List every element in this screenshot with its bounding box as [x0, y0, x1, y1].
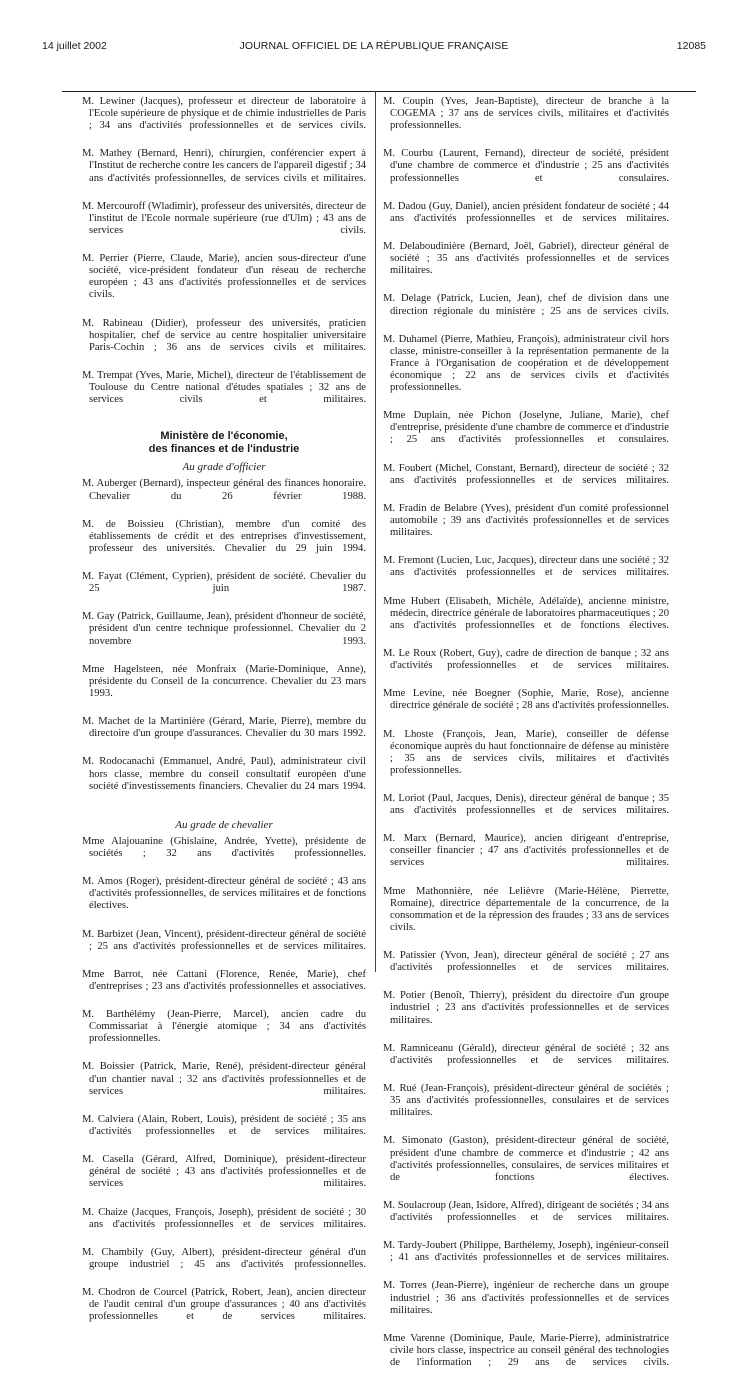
entry-paragraph: M. Soulacroup (Jean, Isidore, Alfred), dirigeant de sociétés ; 34 ans d'activités professionnelles et de services militaires. [383, 1199, 669, 1223]
ministry-heading [82, 430, 366, 456]
entry-paragraph: M. Duhamel (Pierre, Mathieu, François), administrateur civil hors classe, ministre-conseiller à la représentation permanente de la France à l'Organisation de coopération et de développement économique ; 22 ans de services civils et d'activités professionnelles. [383, 333, 669, 394]
entry-paragraph: Mme Duplain, née Pichon (Joselyne, Juliane, Marie), chef d'entreprise, présidente d'une chambre de commerce et d'industrie ; 25 ans d'activités professionnelles et consulaires. [383, 410, 669, 446]
journal-title: JOURNAL OFFICIEL DE LA RÉPUBLIQUE FRANÇAISE [239, 40, 509, 52]
entry-paragraph: Mme Levine, née Boegner (Sophie, Marie, Rose), ancienne directrice générale de société ; 28 ans d'activités professionnelles. [383, 688, 669, 712]
entry-paragraph: M. Dadou (Guy, Daniel), ancien président fondateur de société ; 44 ans d'activités professionnelles et de services militaires. [383, 200, 669, 224]
entries-officier [82, 478, 366, 804]
entry-paragraph: M. Gay (Patrick, Guillaume, Jean), président d'honneur de société, président d'un centre technique professionnel. Chevalier du 2 novembre 1993. [82, 611, 366, 647]
column-divider [375, 91, 376, 972]
entry-paragraph: M. Chaize (Jacques, François, Joseph), président de société ; 30 ans d'activités professionnelles et de services militaires. [82, 1206, 366, 1230]
entry-paragraph: M. Casella (Gérard, Alfred, Dominique), président-directeur général de société ; 43 ans d'activités professionnelles et de services militaires. [82, 1154, 366, 1190]
entry-paragraph: M. Delage (Patrick, Lucien, Jean), chef de division dans une direction régionale du ministère ; 25 ans de services civils. [383, 293, 669, 317]
entry-paragraph: M. Rabineau (Didier), professeur des universités, praticien hospitalier, chef de service au centre hospitalier universitaire Paris-Cochin ; 36 ans de services civils et militaires. [82, 317, 366, 353]
entry-paragraph: M. Fayat (Clément, Cyprien), président de société. Chevalier du 25 juin 1987. [82, 571, 366, 595]
entry-paragraph: M. Fremont (Lucien, Luc, Jacques), directeur dans une société ; 32 ans d'activités professionnelles et de services militaires. [383, 555, 669, 579]
entry-paragraph: M. Courbu (Laurent, Fernand), directeur de société, président d'une chambre de commerce et d'industrie ; 25 ans d'activités professionnelles et consulaires. [383, 148, 669, 184]
entry-paragraph: M. Machet de la Martinière (Gérard, Marie, Pierre), membre du directoire d'un groupe d'assurances. Chevalier du 30 mars 1992. [82, 716, 366, 740]
ministry-heading-line-2: des finances et de l'industrie [148, 443, 300, 456]
header-date: 14 juillet 2002 [42, 40, 107, 52]
entry-paragraph: M. Rué (Jean-François), président-directeur général de sociétés ; 35 ans d'activités professionnelles, consulaires et de services militaires. [383, 1083, 669, 1119]
entry-paragraph: M. Ramniceanu (Gérald), directeur général de société ; 32 ans d'activités professionnelles et de services militaires. [383, 1042, 669, 1066]
grade-officier-heading: Au grade d'officier [182, 461, 266, 474]
entry-paragraph: Mme Hagelsteen, née Monfraix (Marie-Dominique, Anne), présidente du Conseil de la concurrence. Chevalier du 23 mars 1993. [82, 663, 366, 699]
ministry-heading-line-1: Ministère de l'économie, [160, 430, 288, 443]
entry-paragraph: M. Rodocanachi (Emmanuel, André, Paul), administrateur civil hors classe, membre du conseil consultatif européen d'une société d'investissements financiers. Chevalier du 24 mars 1994. [82, 756, 366, 792]
entry-paragraph: M. Simonato (Gaston), président-directeur général de société, président d'une chambre de commerce et d'industrie ; 42 ans d'activités professionnelles, consulaires, de services militaires et de fonctions électives. [383, 1135, 669, 1183]
entry-paragraph: M. Patissier (Yvon, Jean), directeur général de société ; 27 ans d'activités professionnelles et de services militaires. [383, 950, 669, 974]
grade-chevalier-heading: Au grade de chevalier [175, 818, 273, 831]
entries-right [383, 96, 669, 1381]
entry-paragraph: M. Loriot (Paul, Jacques, Denis), directeur général de banque ; 35 ans d'activités professionnelles et de services militaires. [383, 792, 669, 817]
header-rule [62, 91, 696, 92]
entry-paragraph: M. Torres (Jean-Pierre), ingénieur de recherche dans un groupe industriel ; 36 ans d'activités professionnelles et de services militaires. [383, 1280, 669, 1316]
entry-paragraph: M. Delaboudinière (Bernard, Joël, Gabriel), directeur général de société ; 35 ans d'activités professionnelles et de services militaires. [383, 241, 669, 277]
entry-paragraph: M. Fradin de Belabre (Yves), président d'un comité professionnel automobile ; 39 ans d'activités professionnelles et de services militaires. [383, 502, 669, 539]
entry-paragraph: M. Trempat (Yves, Marie, Michel), directeur de l'établissement de Toulouse du Centre national d'études spatiales ; 32 ans de services civils et militaires. [82, 369, 366, 406]
entry-paragraph: Mme Hubert (Elisabeth, Michèle, Adélaïde), ancienne ministre, médecin, directrice générale de laboratoires pharmaceutiques ; 20 ans d'activités professionnelles et de fonctions électives. [383, 595, 669, 631]
entry-paragraph: M. Foubert (Michel, Constant, Bernard), directeur de société ; 32 ans d'activités professionnelles et de services militaires. [383, 462, 669, 486]
entry-paragraph: M. Chambily (Guy, Albert), président-directeur général d'un groupe industriel ; 45 ans d'activités professionnelles. [82, 1246, 366, 1270]
left-column [82, 96, 366, 1339]
entry-paragraph: Mme Alajouanine (Ghislaine, Andrée, Yvette), présidente de sociétés ; 32 ans d'activités professionnelles. [82, 835, 366, 859]
entry-paragraph: M. Barthélémy (Jean-Pierre, Marcel), ancien cadre du Commissariat à l'énergie atomique ; 34 ans d'activités professionnelles. [82, 1009, 366, 1045]
page-number: 12085 [676, 40, 706, 52]
entry-paragraph: M. Perrier (Pierre, Claude, Marie), ancien sous-directeur d'une société, vice-président fondateur d'un réseau de recherche européen ; 43 ans d'activités professionnelles et de services civils. [82, 253, 366, 301]
entry-paragraph: M. Boissier (Patrick, Marie, René), président-directeur général d'un chantier naval ; 32 ans d'activités professionnelles et de services militaires. [82, 1061, 366, 1097]
entry-paragraph: Mme Varenne (Dominique, Paule, Marie-Pierre), administratrice civile hors classe, inspectrice au conseil général des technologies de l'information ; 29 ans de services civils. [383, 1332, 669, 1368]
entry-paragraph: M. Lewiner (Jacques), professeur et directeur de laboratoire à l'Ecole supérieure de physique et de chimie industrielles de Paris ; 34 ans d'activités professionnelles et de services civils. [82, 96, 366, 132]
entry-paragraph: M. Coupin (Yves, Jean-Baptiste), directeur de branche à la COGEMA ; 37 ans de services civils, militaires et d'activités professionnelles. [383, 96, 669, 132]
entry-paragraph: Mme Barrot, née Cattani (Florence, Renée, Marie), chef d'entreprises ; 23 ans d'activités professionnelles et associatives. [82, 968, 366, 992]
entry-paragraph: M. Calviera (Alain, Robert, Louis), président de société ; 35 ans d'activités professionnelles et de services militaires. [82, 1113, 366, 1137]
entry-paragraph: M. de Boissieu (Christian), membre d'un comité des établissements de crédit et des entreprises d'investissement, professeur des universités. Chevalier du 29 juin 1994. [82, 518, 366, 554]
entry-paragraph: M. Lhoste (François, Jean, Marie), conseiller de défense économique auprès du haut fonctionnaire de défense au ministère ; 35 ans de services civils, militaires et d'activités professionnelles. [383, 728, 669, 776]
entry-paragraph: M. Marx (Bernard, Maurice), ancien dirigeant d'entreprise, conseiller financier ; 47 ans d'activités professionnelles et de services militaires. [383, 833, 669, 869]
entry-paragraph: M. Barbizet (Jean, Vincent), président-directeur général de société ; 25 ans d'activités professionnelles et de services militaires. [82, 928, 366, 952]
entry-paragraph: M. Tardy-Joubert (Philippe, Barthélemy, Joseph), ingénieur-conseil ; 41 ans d'activités professionnelles et de services militaires. [383, 1240, 669, 1264]
entries-top [82, 96, 366, 418]
entry-paragraph: M. Mercouroff (Wladimir), professeur des universités, directeur de l'institut de l'Ecole normale supérieure (rue d'Ulm) ; 43 ans de services civils. [82, 200, 366, 236]
page-header [42, 40, 706, 54]
entry-paragraph: M. Potier (Benoît, Thierry), président du directoire d'un groupe industriel ; 23 ans d'activités professionnelles et de services militaires. [383, 990, 669, 1026]
entry-paragraph: M. Auberger (Bernard), inspecteur général des finances honoraire. Chevalier du 26 février 1988. [82, 478, 366, 502]
entry-paragraph: M. Le Roux (Robert, Guy), cadre de direction de banque ; 32 ans d'activités professionnelles et de services militaires. [383, 647, 669, 672]
right-column [383, 96, 669, 1385]
entry-paragraph: M. Chodron de Courcel (Patrick, Robert, Jean), ancien directeur de l'audit central d'un groupe d'assurances ; 40 ans d'activités professionnelles et de services militaires. [82, 1287, 366, 1323]
entries-chevalier [82, 836, 366, 1336]
entry-paragraph: M. Mathey (Bernard, Henri), chirurgien, conférencier expert à l'Institut de recherche contre les cancers de l'appareil digestif ; 34 ans d'activités professionnelles, de services civils et militaires. [82, 148, 366, 184]
entry-paragraph: M. Amos (Roger), président-directeur général de société ; 43 ans d'activités professionnelles, de services militaires et de fonctions électives. [82, 876, 366, 912]
entry-paragraph: Mme Mathonnière, née Lelièvre (Marie-Hélène, Pierrette, Romaine), directrice départementale de la concurrence, de la consommation et de la répression des fraudes ; 33 ans de services civils. [383, 885, 669, 933]
